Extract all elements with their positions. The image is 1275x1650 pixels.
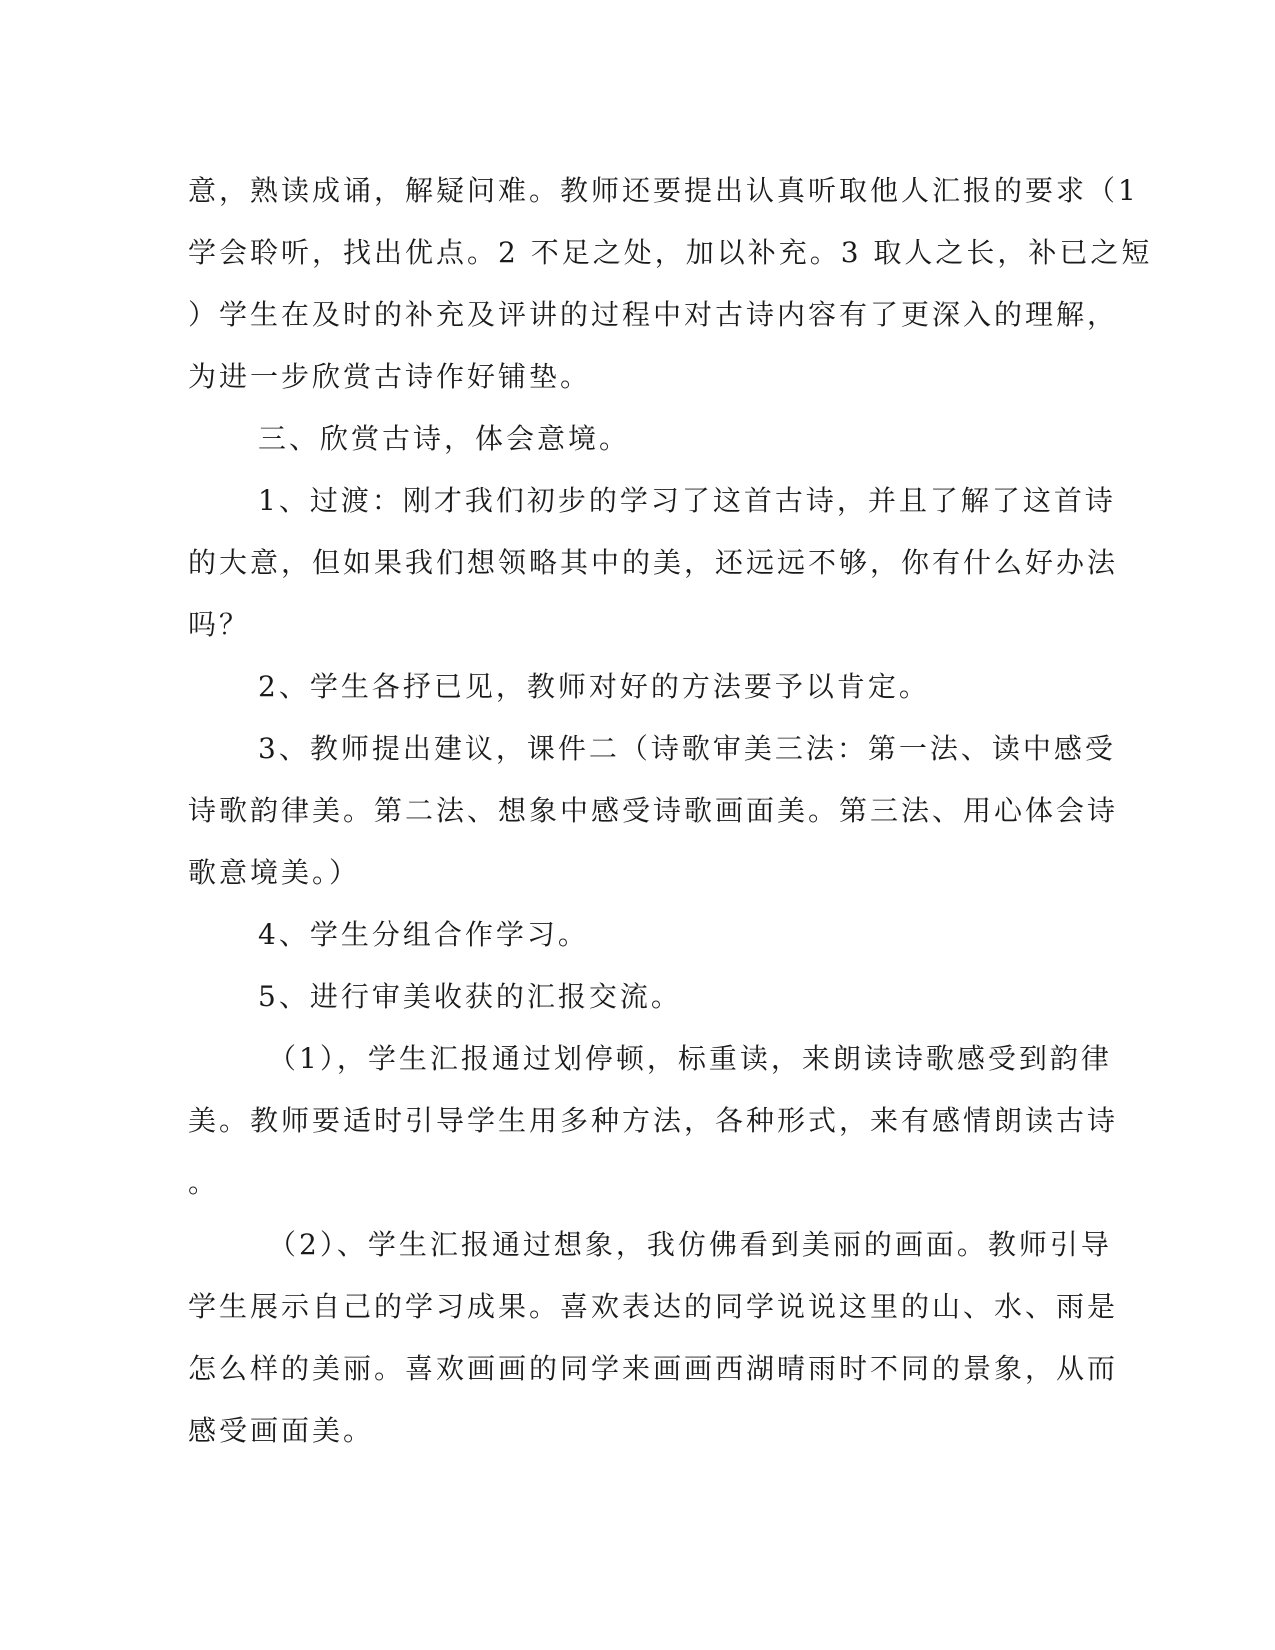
body-text [188, 160, 1153, 1462]
text-line: 2、学生各抒已见，教师对好的方法要予以肯定。 [258, 670, 930, 703]
text-line: 4、学生分组合作学习。 [258, 918, 589, 951]
text-line: 3、教师提出建议，课件二（诗歌审美三法：第一法、读中感受 [258, 732, 1116, 765]
text-line: 感受画面美。 [188, 1414, 375, 1447]
text-line: 学生展示自己的学习成果。喜欢表达的同学说说这里的山、水、雨是 [188, 1290, 1119, 1323]
text-line: 吗？ [188, 608, 251, 641]
text-line: 5、进行审美收获的汇报交流。 [258, 980, 682, 1013]
text-line: （2）、学生汇报通过想象，我仿佛看到美丽的画面。教师引导 [268, 1228, 1112, 1261]
text-line: 为进一步欣赏古诗作好铺垫。 [188, 360, 592, 393]
text-line: 诗歌韵律美。第二法、想象中感受诗歌画面美。第三法、用心体会诗 [188, 794, 1119, 827]
text-line: 1、过渡：刚才我们初步的学习了这首古诗，并且了解了这首诗 [258, 484, 1116, 517]
text-line: 学会聆听，找出优点。2 不足之处，加以补充。3 取人之长，补已之短 [188, 236, 1153, 269]
text-line: 怎么样的美丽。喜欢画画的同学来画画西湖晴雨时不同的景象，从而 [188, 1352, 1119, 1385]
text-line: 。 [188, 1166, 220, 1199]
text-line: （1），学生汇报通过划停顿，标重读，来朗读诗歌感受到韵律 [268, 1042, 1112, 1075]
text-line: 意，熟读成诵，解疑问难。教师还要提出认真听取他人汇报的要求（1 [188, 174, 1139, 207]
text-line: 歌意境美。） [188, 856, 361, 889]
text-line: 美。教师要适时引导学生用多种方法，各种形式，来有感情朗读古诗 [188, 1104, 1119, 1137]
text-line: 的大意，但如果我们想领略其中的美，还远远不够，你有什么好办法 [188, 546, 1119, 579]
text-line: ）学生在及时的补充及评讲的过程中对古诗内容有了更深入的理解， [188, 298, 1119, 331]
section-heading: 三、欣赏古诗，体会意境。 [258, 422, 631, 455]
